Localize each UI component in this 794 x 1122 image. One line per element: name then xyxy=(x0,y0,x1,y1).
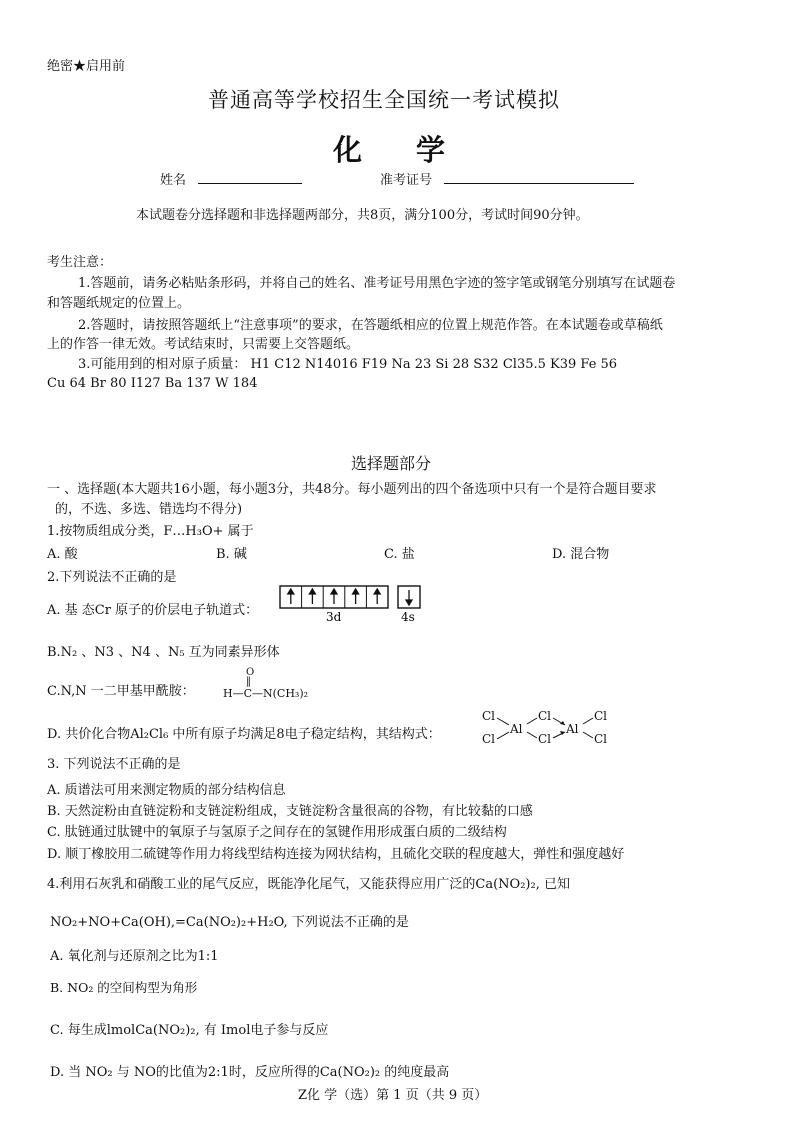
notice-item-1-line-1: 1.答题前，请务必粘贴条形码，并将自己的姓名、准考证号用黑色字迹的签字笔或钢笔分别填写在试题卷 xyxy=(78,276,676,291)
exam-title: 普通高等学校招生全国统一考试模拟 xyxy=(208,88,560,112)
chlorine-atom: Cl xyxy=(482,709,496,723)
q3-option-b: B. 天然淀粉由直链淀粉和支链淀粉组成，支链淀粉含量很高的谷物，有比较黏的口感 xyxy=(47,804,533,819)
q2-option-d: D. 共价化合物Al₂Cl₆ 中所有原子均满足8电子稳定结构，其结构式： xyxy=(47,727,441,742)
arrow-head-icon xyxy=(406,600,412,605)
q1-option-c: C. 盐 xyxy=(384,547,415,562)
chlorine-atom: Cl xyxy=(482,732,496,746)
dmf-formula: H—C—N(CH₃)₂ xyxy=(223,687,309,700)
notice-item-3-line-2: Cu 64 Br 80 I127 Ba 137 W 184 xyxy=(47,376,258,391)
orbital-4s-label: 4s xyxy=(401,610,415,624)
notice-heading: 考生注意： xyxy=(47,255,113,270)
aluminium-atom: Al xyxy=(510,722,523,736)
notice-item-1-line-2: 和答题纸规定的位置上。 xyxy=(47,296,191,311)
q1-option-b: B. 碱 xyxy=(216,547,247,562)
q4-option-c: C. 每生成lmolCa(NO₂)₂, 有 Imol电子参与反应 xyxy=(50,1023,329,1038)
q3-option-a: A. 质谱法可用来测定物质的部分结构信息 xyxy=(47,783,286,798)
subject-title: 化学 xyxy=(333,133,500,167)
exam-intro: 本试题卷分选择题和非选择题两部分，共8页，满分100分，考试时间90分钟。 xyxy=(136,208,589,223)
q4-equation: NO₂+NO+Ca(OH),=Ca(NO₂)₂+H₂O, 下列说法不正确的是 xyxy=(50,915,409,930)
bond-line xyxy=(527,718,537,724)
arrow-head-icon xyxy=(353,589,359,594)
notice-item-3-line-1: 3.可能用到的相对原子质量： H1 C12 N14016 F19 Na 23 Si 28 S32 Cl35.5 K39 Fe 56 xyxy=(78,357,618,372)
arrow-head-icon xyxy=(374,589,380,594)
bond-line xyxy=(583,732,593,738)
page-footer: Z化 学（选）第 1 页（共 9 页） xyxy=(298,1088,488,1103)
aluminium-atom: Al xyxy=(566,722,579,736)
q4-stem: 4.利用石灰乳和硝酸工业的尾气反应，既能净化尾气，又能获得应用广泛的Ca(NO₂)₂, 已知 xyxy=(47,877,570,892)
section-instruction-line-1: 一 、选择题(本大题共16小题，每小题3分，共48分。每小题列出的四个备选项中只有一个是符合题目要求 xyxy=(47,482,657,497)
ticket-field xyxy=(380,169,634,188)
chlorine-atom: Cl xyxy=(538,732,552,746)
q2-option-a: A. 基 态Cr 原子的价层电子轨道式： xyxy=(47,603,259,618)
bond-line xyxy=(497,732,509,739)
arrow-head-icon xyxy=(331,589,337,594)
q2-option-b: B.N₂ 、N3 、N4 、N₅ 互为同素异形体 xyxy=(47,645,280,660)
section-instruction-line-2: 的，不选、多选、错选均不得分) xyxy=(55,502,243,517)
chlorine-atom: Cl xyxy=(538,709,552,723)
secret-label: 绝密★启用前 xyxy=(47,59,126,74)
al2cl6-structure xyxy=(480,707,615,747)
dmf-oxygen: O xyxy=(246,667,255,678)
chlorine-atom: Cl xyxy=(594,732,608,746)
q1-option-d: D. 混合物 xyxy=(552,547,610,562)
dmf-structure xyxy=(218,667,338,705)
name-blank xyxy=(198,169,302,184)
section-title: 选择题部分 xyxy=(351,454,432,473)
orbital-diagram xyxy=(276,584,426,624)
name-field xyxy=(160,169,302,188)
ticket-blank xyxy=(444,169,634,184)
bond-line xyxy=(583,718,593,724)
arrow-head-icon xyxy=(288,589,294,594)
q1-option-a: A. 酸 xyxy=(47,547,78,562)
q4-option-a: A. 氧化剂与还原剂之比为1:1 xyxy=(50,949,219,964)
notice-item-2-line-1: 2.答题时，请按照答题纸上“注意事项”的要求，在答题纸相应的位置上规范作答。在本试题卷或草稿纸 xyxy=(78,318,663,333)
q4-option-d: D. 当 NO₂ 与 NO的比值为2:1时，反应所得的Ca(NO₂)₂ 的纯度最高 xyxy=(50,1065,450,1080)
q3-stem: 3. 下列说法不正确的是 xyxy=(47,757,181,772)
ticket-label: 准考证号 xyxy=(380,173,433,188)
q4-option-b: B. NO₂ 的空间构型为角形 xyxy=(50,980,198,995)
bond-line xyxy=(497,718,509,725)
chlorine-atom: Cl xyxy=(594,709,608,723)
arrow-head-icon xyxy=(309,589,315,594)
notice-item-2-line-2: 上的作答一律无效。考试结束时，只需要上交答题纸。 xyxy=(47,337,360,352)
bond-line xyxy=(527,732,537,738)
name-label: 姓名 xyxy=(160,173,187,188)
dmf-double-bond: ‖ xyxy=(246,676,251,687)
orbital-3d-label: 3d xyxy=(326,610,342,624)
q2-stem: 2.下列说法不正确的是 xyxy=(47,570,177,585)
q3-option-d: D. 顺丁橡胶用二硫键等作用力将线型结构连接为网状结构，且硫化交联的程度越大，弹性和强度越好 xyxy=(47,847,625,862)
q1-stem: 1.按物质组成分类，F…H₃O+ 属于 xyxy=(47,524,254,539)
q2-option-c: C.N,N 一二甲基甲酰胺： xyxy=(47,684,195,699)
q3-option-c: C. 肽链通过肽键中的氧原子与氢原子之间存在的氢键作用形成蛋白质的二级结构 xyxy=(47,825,507,840)
